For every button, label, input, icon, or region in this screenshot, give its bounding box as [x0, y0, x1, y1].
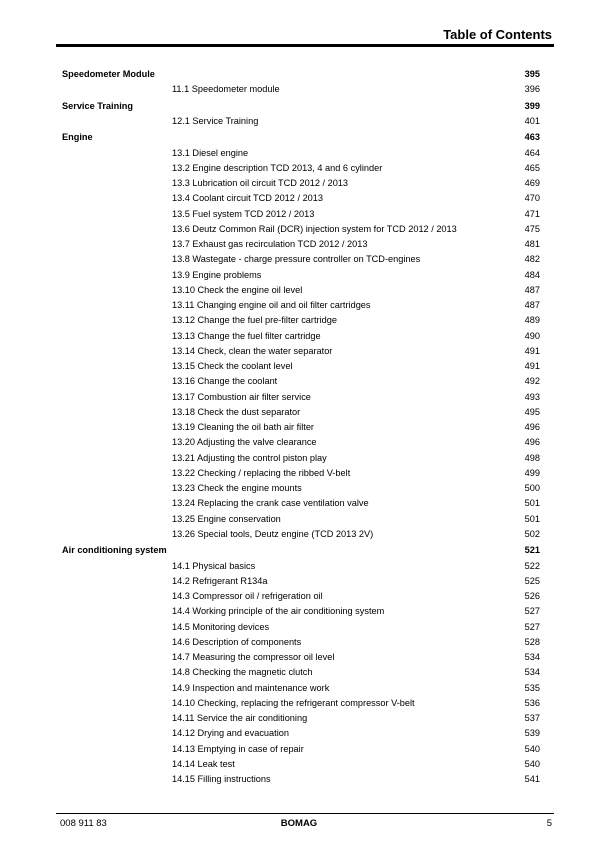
toc-page-number: 501	[524, 498, 540, 509]
toc-page-number: 535	[524, 682, 540, 693]
toc-page-number: 493	[524, 391, 540, 402]
toc-page-number: 481	[524, 239, 540, 250]
toc-chapter[interactable]	[62, 66, 540, 82]
toc-page-number: 469	[524, 178, 540, 189]
toc-label: 14.4 Working principle of the air conditioning system	[172, 606, 385, 617]
toc-label: 13.16 Change the coolant	[172, 376, 278, 387]
toc-entry[interactable]	[62, 772, 540, 787]
toc-entry[interactable]	[62, 757, 540, 772]
toc-page-number: 539	[524, 728, 540, 739]
toc-label: 14.14 Leak test	[172, 758, 235, 769]
toc-label: 14.6 Description of components	[172, 636, 302, 647]
toc-entry[interactable]	[62, 82, 540, 97]
toc-label: 13.12 Change the fuel pre-filter cartridge	[172, 315, 337, 326]
toc-label: Speedometer Module	[62, 69, 155, 79]
toc-label: 13.21 Adjusting the control piston play	[172, 452, 327, 463]
toc-entry[interactable]	[62, 665, 540, 680]
table-of-contents	[62, 66, 540, 787]
toc-entry[interactable]	[62, 726, 540, 741]
toc-label: 13.3 Lubrication oil circuit TCD 2012 / 2013	[172, 178, 349, 189]
toc-label: 13.1 Diesel engine	[172, 147, 249, 158]
toc-label: 13.10 Check the engine oil level	[172, 284, 303, 295]
toc-entry[interactable]	[62, 696, 540, 711]
toc-label: 13.17 Combustion air filter service	[172, 391, 311, 402]
toc-page-number: 396	[524, 84, 540, 95]
toc-page-number: 496	[524, 422, 540, 433]
toc-entry[interactable]	[62, 405, 540, 420]
toc-page-number: 527	[524, 606, 540, 617]
toc-page-number: 490	[524, 330, 540, 341]
toc-label: 13.26 Special tools, Deutz engine (TCD 2013 2V)	[172, 528, 374, 539]
toc-page-number: 525	[524, 575, 540, 586]
toc-label: 14.15 Filling instructions	[172, 774, 271, 785]
toc-entry[interactable]	[62, 620, 540, 635]
toc-label: 14.3 Compressor oil / refrigeration oil	[172, 591, 323, 602]
toc-page-number: 501	[524, 513, 540, 524]
toc-entry[interactable]	[62, 191, 540, 206]
toc-entry[interactable]	[62, 650, 540, 665]
toc-label: 13.4 Coolant circuit TCD 2012 / 2013	[172, 193, 324, 204]
toc-page-number: 498	[524, 452, 540, 463]
toc-entry[interactable]	[62, 496, 540, 511]
toc-page-number: 464	[524, 147, 540, 158]
toc-label: 14.12 Drying and evacuation	[172, 728, 289, 739]
toc-entry[interactable]	[62, 207, 540, 222]
toc-entry[interactable]	[62, 466, 540, 481]
toc-label: 13.13 Change the fuel filter cartridge	[172, 330, 321, 341]
toc-label: 14.11 Service the air conditioning	[172, 713, 308, 724]
toc-chapter[interactable]	[62, 129, 540, 145]
toc-label: 13.8 Wastegate - charge pressure controller on TCD-engines	[172, 254, 421, 265]
toc-page-number: 463	[524, 132, 540, 143]
toc-page-number: 526	[524, 591, 540, 602]
toc-label: 12.1 Service Training	[172, 116, 259, 127]
toc-page-number: 482	[524, 254, 540, 265]
document-number: 008 911 83	[60, 818, 107, 829]
toc-page-number: 401	[524, 116, 540, 127]
toc-page-number: 528	[524, 636, 540, 647]
toc-page-number: 536	[524, 697, 540, 708]
toc-entry[interactable]	[62, 559, 540, 574]
toc-entry[interactable]	[62, 344, 540, 359]
toc-entry[interactable]	[62, 161, 540, 176]
toc-label: 13.19 Cleaning the oil bath air filter	[172, 422, 314, 433]
toc-label: 14.10 Checking, replacing the refrigerant compressor V-belt	[172, 697, 415, 708]
toc-label: 13.11 Changing engine oil and oil filter cartridges	[172, 300, 371, 311]
toc-chapter[interactable]	[62, 542, 540, 558]
toc-entry[interactable]	[62, 512, 540, 527]
toc-page-number: 491	[524, 345, 540, 356]
toc-entry[interactable]	[62, 237, 540, 252]
toc-entry[interactable]	[62, 451, 540, 466]
toc-page-number: 495	[524, 406, 540, 417]
toc-entry[interactable]	[62, 435, 540, 450]
toc-page-number: 527	[524, 621, 540, 632]
toc-entry[interactable]	[62, 176, 540, 191]
toc-page-number: 499	[524, 467, 540, 478]
toc-entry[interactable]	[62, 604, 540, 619]
toc-page-number: 496	[524, 437, 540, 448]
toc-page-number: 534	[524, 667, 540, 678]
toc-entry[interactable]	[62, 742, 540, 757]
toc-page-number: 537	[524, 713, 540, 724]
toc-page-number: 540	[524, 758, 540, 769]
toc-label: 13.9 Engine problems	[172, 269, 262, 280]
toc-page-number: 465	[524, 162, 540, 173]
toc-entry[interactable]	[62, 527, 540, 542]
toc-entry[interactable]	[62, 481, 540, 496]
toc-label: 14.2 Refrigerant R134a	[172, 575, 268, 586]
toc-page-number: 540	[524, 743, 540, 754]
toc-chapter[interactable]	[62, 98, 540, 114]
toc-page-number: 487	[524, 284, 540, 295]
toc-entry[interactable]	[62, 283, 540, 298]
toc-label: 13.20 Adjusting the valve clearance	[172, 437, 317, 448]
toc-entry[interactable]	[62, 146, 540, 161]
toc-label: 13.2 Engine description TCD 2013, 4 and 6 cylinder	[172, 162, 383, 173]
toc-page-number: 521	[524, 545, 540, 556]
toc-entry[interactable]	[62, 711, 540, 726]
toc-page-number: 487	[524, 300, 540, 311]
toc-page-number: 475	[524, 223, 540, 234]
toc-entry[interactable]	[62, 374, 540, 389]
toc-page-number: 470	[524, 193, 540, 204]
toc-label: 13.23 Check the engine mounts	[172, 483, 302, 494]
brand-name: BOMAG	[280, 818, 318, 829]
toc-entry[interactable]	[62, 635, 540, 650]
toc-label: Air conditioning system	[62, 545, 167, 556]
toc-label: 14.7 Measuring the compressor oil level	[172, 652, 335, 663]
page-number: 5	[546, 818, 552, 829]
toc-label: 13.15 Check the coolant level	[172, 361, 293, 372]
footer-divider	[56, 813, 554, 814]
toc-entry[interactable]	[62, 268, 540, 283]
toc-page-number: 500	[524, 483, 540, 494]
toc-page-number: 395	[524, 69, 540, 79]
toc-page-number: 534	[524, 652, 540, 663]
toc-entry[interactable]	[62, 681, 540, 696]
toc-entry[interactable]	[62, 252, 540, 267]
header-divider	[56, 44, 554, 47]
toc-entry[interactable]	[62, 359, 540, 374]
toc-entry[interactable]	[62, 222, 540, 237]
toc-page-number: 489	[524, 315, 540, 326]
toc-entry[interactable]	[62, 589, 540, 604]
toc-label: 13.5 Fuel system TCD 2012 / 2013	[172, 208, 315, 219]
toc-page-number: 522	[524, 560, 540, 571]
toc-entry[interactable]	[62, 329, 540, 344]
toc-label: 13.25 Engine conservation	[172, 513, 281, 524]
toc-label: 13.14 Check, clean the water separator	[172, 345, 333, 356]
toc-entry[interactable]	[62, 114, 540, 129]
toc-label: 13.6 Deutz Common Rail (DCR) injection system for TCD 2012 / 2013	[172, 223, 457, 234]
toc-label: Engine	[62, 132, 93, 143]
toc-label: 14.1 Physical basics	[172, 560, 256, 571]
toc-label: Service Training	[62, 100, 133, 111]
toc-page-number: 399	[524, 100, 540, 111]
page-title: Table of Contents	[443, 27, 552, 42]
toc-entry[interactable]	[62, 574, 540, 589]
toc-label: 14.5 Monitoring devices	[172, 621, 270, 632]
toc-page-number: 502	[524, 528, 540, 539]
toc-entry[interactable]	[62, 390, 540, 405]
toc-page-number: 471	[524, 208, 540, 219]
toc-page-number: 541	[524, 774, 540, 785]
toc-page-number: 484	[524, 269, 540, 280]
toc-label: 11.1 Speedometer module	[172, 84, 280, 95]
toc-label: 13.24 Replacing the crank case ventilation valve	[172, 498, 369, 509]
toc-page-number: 491	[524, 361, 540, 372]
toc-label: 13.22 Checking / replacing the ribbed V-belt	[172, 467, 351, 478]
toc-entry[interactable]	[62, 420, 540, 435]
toc-label: 14.8 Checking the magnetic clutch	[172, 667, 313, 678]
toc-page-number: 492	[524, 376, 540, 387]
toc-entry[interactable]	[62, 298, 540, 313]
toc-label: 14.13 Emptying in case of repair	[172, 743, 304, 754]
toc-label: 13.18 Check the dust separator	[172, 406, 301, 417]
toc-label: 14.9 Inspection and maintenance work	[172, 682, 330, 693]
toc-entry[interactable]	[62, 313, 540, 328]
toc-label: 13.7 Exhaust gas recirculation TCD 2012 / 2013	[172, 239, 368, 250]
